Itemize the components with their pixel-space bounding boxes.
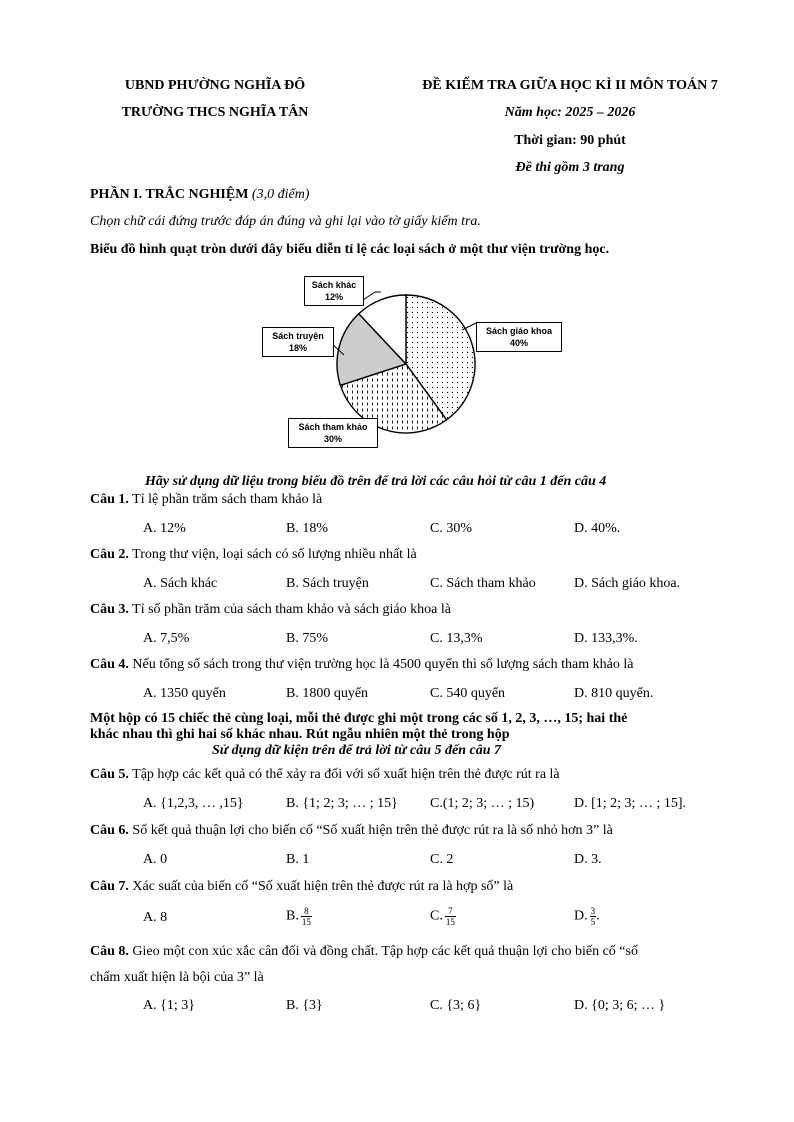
exam-duration: Thời gian: 90 phút bbox=[514, 133, 626, 148]
question-8 bbox=[90, 944, 638, 960]
q6-option-b: B. 1 bbox=[286, 852, 310, 867]
question-1-text: Tỉ lệ phần trăm sách tham khảo là bbox=[128, 492, 323, 507]
q8-option-d: D. {0; 3; 6; … } bbox=[574, 998, 666, 1013]
q7-option-b bbox=[286, 906, 312, 927]
q2-option-a: A. Sách khác bbox=[143, 576, 218, 591]
label-sach-giao-khoa bbox=[476, 322, 562, 352]
q4-option-a: A. 1350 quyển bbox=[143, 686, 226, 701]
q8-option-b: B. {3} bbox=[286, 998, 323, 1013]
q1-option-b: B. 18% bbox=[286, 521, 328, 536]
box-intro-line-1: Một hộp có 15 chiếc thẻ cùng loại, mỗi thẻ được ghi một trong các số 1, 2, 3, …, 15; hai thẻ bbox=[90, 711, 628, 726]
question-3-number: Câu 3. bbox=[90, 602, 129, 617]
school-year: Năm học: 2025 – 2026 bbox=[504, 105, 636, 120]
question-7-text: Xác suất của biến cố “Số xuất hiện trên thẻ được rút ra là hợp số” là bbox=[128, 879, 514, 894]
q7-c-numerator: 7 bbox=[445, 906, 456, 917]
q1-option-a: A. 12% bbox=[143, 521, 186, 536]
q4-option-d: D. 810 quyển. bbox=[574, 686, 654, 701]
label-stk-value: 30% bbox=[323, 434, 342, 444]
section-points: (3,0 điểm) bbox=[251, 187, 310, 202]
q3-option-b: B. 75% bbox=[286, 631, 328, 646]
q7-option-d bbox=[574, 906, 600, 927]
use-data-instruction-2: Sử dụng dữ kiện trên để trả lời từ câu 5 đến câu 7 bbox=[212, 743, 501, 758]
q5-option-a: A. {1,2,3, … ,15} bbox=[143, 796, 244, 811]
question-6-text: Số kết quả thuận lợi cho biến cố “Số xuất hiện trên thẻ được rút ra là số nhỏ hơn 3” là bbox=[128, 823, 613, 838]
q2-option-c: C. Sách tham khảo bbox=[430, 576, 536, 591]
question-6 bbox=[90, 823, 613, 839]
question-5 bbox=[90, 767, 560, 783]
question-1 bbox=[90, 492, 322, 508]
page-count: Đề thi gồm 3 trang bbox=[515, 160, 625, 175]
label-sk-name: Sách khác bbox=[311, 280, 357, 290]
q3-option-a: A. 7,5% bbox=[143, 631, 190, 646]
question-7-number: Câu 7. bbox=[90, 879, 129, 894]
q2-option-d: D. Sách giáo khoa. bbox=[574, 576, 681, 591]
q4-option-c: C. 540 quyển bbox=[430, 686, 506, 701]
exam-title: ĐỀ KIỂM TRA GIỮA HỌC KÌ II MÔN TOÁN 7 bbox=[422, 78, 718, 93]
q5-option-c: C.(1; 2; 3; … ; 15) bbox=[430, 796, 535, 811]
school-district: UBND PHƯỜNG NGHĨA ĐÔ bbox=[124, 78, 306, 93]
question-8-text: Gieo một con xúc xắc cân đối và đồng chất. Tập hợp các kết quả thuận lợi cho biến cố “số bbox=[128, 944, 638, 959]
q7-b-denominator: 15 bbox=[301, 917, 311, 927]
label-sk-value: 12% bbox=[324, 292, 343, 302]
q1-option-d: D. 40%. bbox=[574, 521, 621, 536]
q7-d-numerator: 3 bbox=[590, 906, 596, 916]
q7-option-b-label: B. bbox=[286, 908, 299, 924]
use-data-instruction-1: Hãy sử dụng dữ liệu trong biểu đồ trên để trả lời các câu hỏi từ câu 1 đến câu 4 bbox=[145, 474, 607, 489]
q7-option-c-fraction bbox=[445, 906, 456, 927]
question-7 bbox=[90, 879, 513, 895]
q3-option-d: D. 133,3%. bbox=[574, 631, 638, 646]
pie-chart bbox=[240, 270, 560, 460]
q8-option-c: C. {3; 6} bbox=[430, 998, 482, 1013]
label-sach-khac bbox=[304, 276, 364, 306]
q7-d-denominator: 5 bbox=[590, 917, 596, 927]
section-title: PHẦN I. TRẮC NGHIỆM bbox=[90, 187, 249, 202]
section-instruction: Chọn chữ cái đứng trước đáp án đúng và ghi lại vào tờ giấy kiểm tra. bbox=[90, 214, 481, 229]
q6-option-c: C. 2 bbox=[430, 852, 454, 867]
chart-intro: Biểu đồ hình quạt tròn dưới đây biểu diễn tỉ lệ các loại sách ở một thư viện trường học. bbox=[90, 242, 610, 257]
label-sgk-value: 40% bbox=[509, 338, 528, 348]
q7-option-c bbox=[430, 906, 456, 927]
q7-option-a: A. 8 bbox=[143, 910, 168, 925]
label-sach-truyen bbox=[262, 327, 334, 357]
label-st-value: 18% bbox=[288, 343, 307, 353]
box-intro-line-2: khác nhau thì ghi hai số khác nhau. Rút ngẫu nhiên một thẻ trong hộp bbox=[90, 727, 510, 742]
question-4-number: Câu 4. bbox=[90, 657, 129, 672]
question-4-text: Nếu tổng số sách trong thư viện trường học là 4500 quyển thì số lượng sách tham khảo là bbox=[128, 657, 634, 672]
question-8-continued: chấm xuất hiện là bội của 3” là bbox=[90, 970, 264, 985]
q7-option-b-fraction bbox=[301, 906, 312, 927]
label-sach-tham-khao bbox=[288, 418, 378, 448]
question-6-number: Câu 6. bbox=[90, 823, 129, 838]
q7-c-denominator: 15 bbox=[445, 917, 455, 927]
q4-option-b: B. 1800 quyển bbox=[286, 686, 369, 701]
q5-option-b: B. {1; 2; 3; … ; 15} bbox=[286, 796, 398, 811]
label-stk-name: Sách tham khảo bbox=[298, 422, 368, 432]
question-2-number: Câu 2. bbox=[90, 547, 129, 562]
question-4 bbox=[90, 657, 633, 673]
question-5-number: Câu 5. bbox=[90, 767, 129, 782]
question-3 bbox=[90, 602, 451, 618]
q6-option-a: A. 0 bbox=[143, 852, 168, 867]
question-2 bbox=[90, 547, 417, 563]
label-sgk-name: Sách giáo khoa bbox=[485, 326, 553, 336]
school-name: TRƯỜNG THCS NGHĨA TÂN bbox=[121, 105, 309, 120]
q1-option-c: C. 30% bbox=[430, 521, 472, 536]
q6-option-d: D. 3. bbox=[574, 852, 602, 867]
q7-b-numerator: 8 bbox=[301, 906, 312, 917]
question-8-number: Câu 8. bbox=[90, 944, 129, 959]
q7-option-d-label: D. bbox=[574, 908, 588, 924]
q3-option-c: C. 13,3% bbox=[430, 631, 483, 646]
q5-option-d: D. [1; 2; 3; … ; 15]. bbox=[574, 796, 686, 811]
question-2-text: Trong thư viện, loại sách có số lượng nhiều nhất là bbox=[128, 547, 417, 562]
q7-option-d-suffix: . bbox=[596, 908, 600, 924]
label-st-name: Sách truyện bbox=[272, 331, 324, 341]
q2-option-b: B. Sách truyện bbox=[286, 576, 369, 591]
q8-option-a: A. {1; 3} bbox=[143, 998, 195, 1013]
q7-option-c-label: C. bbox=[430, 908, 443, 924]
section-heading bbox=[90, 187, 309, 203]
question-5-text: Tập hợp các kết quả có thể xảy ra đối với số xuất hiện trên thẻ được rút ra là bbox=[128, 767, 560, 782]
question-3-text: Tỉ số phần trăm của sách tham khảo và sách giáo khoa là bbox=[128, 602, 451, 617]
question-1-number: Câu 1. bbox=[90, 492, 129, 507]
